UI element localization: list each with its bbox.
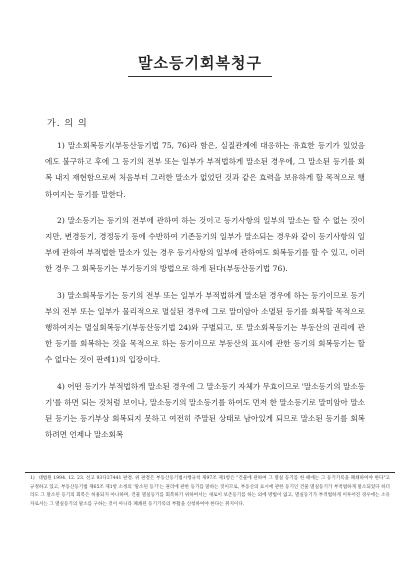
footnote-divider (25, 472, 395, 473)
title-area (0, 52, 400, 77)
footnote (30, 475, 390, 509)
paragraph-3: 3) 말소회복등기는 등기의 전부 또는 일부가 부적법하게 말소된 경우에 하는 등기이므로 등기부의 전부 또는 일부가 물리적으로 멸실된 경우에 그로 말미암아 소멸된 등기를 회복할 목적으로 행하여지는 멸실회복등기(부동산등기법 24)와 구별되고, 또 말소회복등기는 부동산의 권리에 관한 등기를 회복하는 것을 목적으로 하는 등기이므로 부동산의 표시에 관한 등기의 회복등기는 할 수 없다는 것이 판례1)의 입장이다. (45, 290, 365, 365)
paragraph-4: 4) 어떤 등기가 부적법하게 말소된 경우에 그 말소등기 자체가 무효이므로 '말소등기의 말소등기'를 하면 되는 것처럼 보이나, 말소등기의 말소등기를 하여도 먼저 한 말소등기로 말미암아 말소된 등기는 등기부상 회복되지 못하고 여전히 주말된 상태로 남아있게 되므로 말소된 등기를 회복하려면 언제나 말소회복 (45, 381, 365, 440)
footnote-text: 대법원 1994. 12. 23. 선고 93다37441 판결. 위 판결은 부동산등기법시행규칙 제97조 제1항은 "건물에 관하여 그 멸실 등기를 한 때에는 그 등기기록을 폐쇄하여야 한다"고 규정하고 있고, 부동산등기법 제65조 제1항 소정의 '말소된 등기'는 권리에 관한 등기를 말하는 것이므로, 부동산의 표시에 관한 등기인 건물 멸실등기가 부적법하게 말소되었다 하더라도 그 말소된 등기의 회복은 허용되지 아니하며, 건물 멸실등기를 회복하기 위하여서는 새로이 보존등기를 하는 외에 방법이 없고, 멸실등기가 부적법하게 이루어진 경우에는 소유자로서는 그 멸실등기의 말소를 구하는 것이 아니라 폐쇄된 등기기록의 부활을 신청하여야 한다는 취지이다. (30, 476, 390, 507)
document-body (45, 117, 365, 453)
section-heading: 가. 의 의 (47, 119, 88, 129)
page-title: 말소등기회복청구 (128, 52, 272, 77)
paragraph-2: 2) 말소등기는 등기의 전부에 관하여 하는 것이고 등기사항의 일부의 말소는 할 수 없는 것이지만, 변경등기, 경정등기 등에 수반하여 기존등기의 일부가 말소되는 경우와 같이 등기사항의 일부에 관하여 부적법한 말소가 있는 경우 등기사항의 일부에 관하여도 회복등기를 할 수 있고, 이러한 경우 그 회복등기는 부기등기의 방법으로 하게 된다(부동산등기법 76). (45, 215, 365, 274)
paragraph-1: 1) 말소회복등기(부동산등기법 75, 76)라 함은, 실질관계에 대응하는 유효한 등기가 있었음에도 불구하고 후에 그 등기의 전부 또는 일부가 부적법하게 말소된 경우에, 그 말소된 등기를 회복 내지 재현함으로써 처음부터 그러한 말소가 없었던 것과 같은 효력을 보유하게 할 목적으로 행하여지는 등기를 말한다. (45, 141, 365, 199)
footnote-number: 1) (30, 476, 35, 481)
